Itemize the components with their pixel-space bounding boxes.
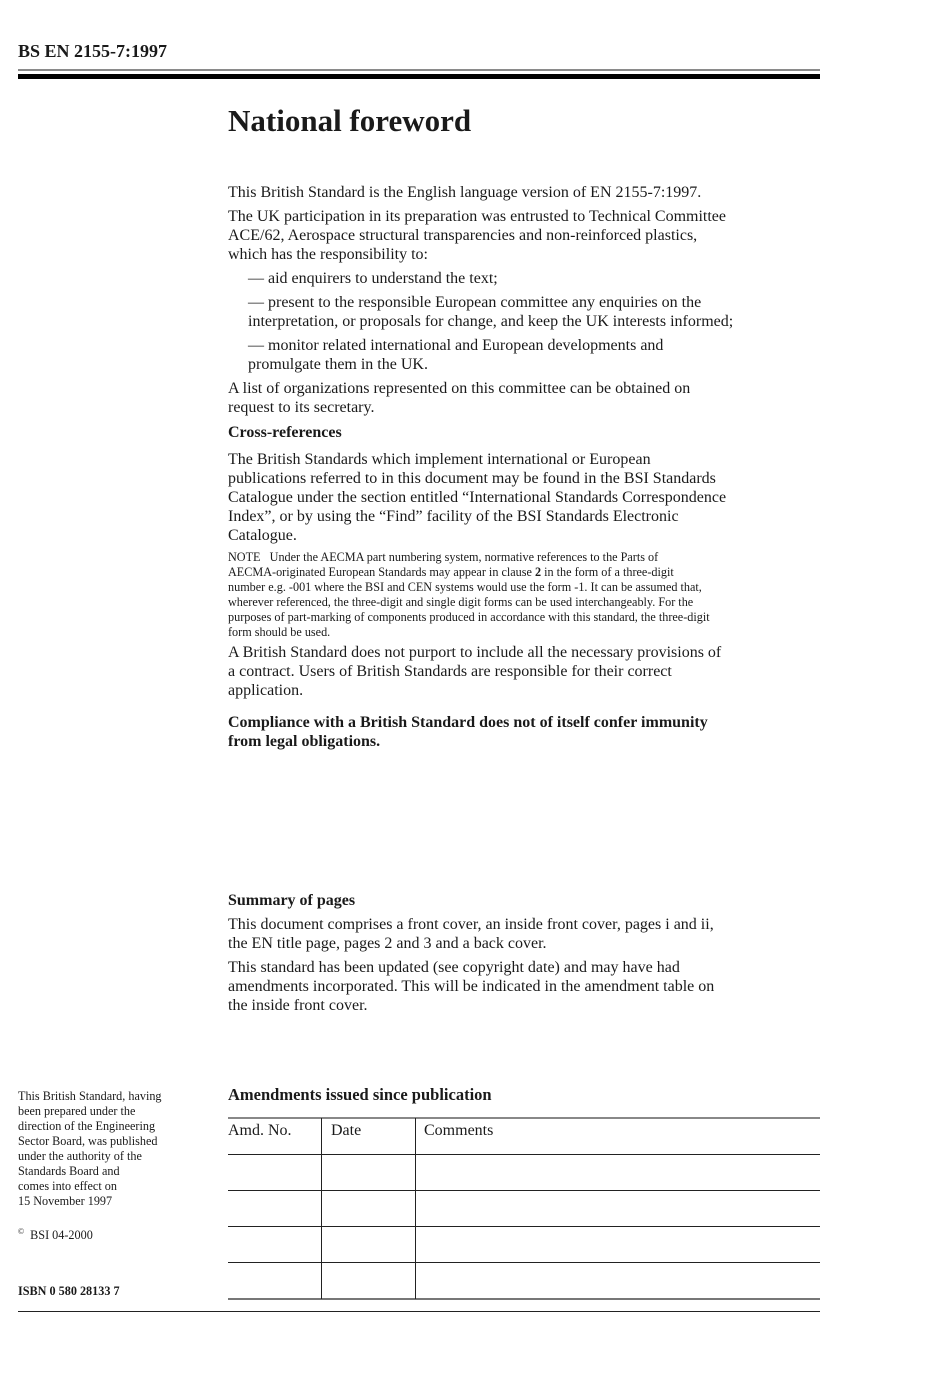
column-divider bbox=[321, 1118, 322, 1299]
paragraph-compliance: Compliance with a British Standard does not of itself confer immunity from legal obligations. bbox=[228, 714, 708, 750]
heading-summary-of-pages: Summary of pages bbox=[228, 892, 356, 909]
note-text: in the form of a three-digit number e.g. -001 where the BSI and CEN systems would use the form -1. It can be assumed that, wherever referenced, the three-digit and single digit forms can be used interchangeably. For the purposes of part-marking of components produced in accordance with this standard, the three-digit form should be used. bbox=[228, 565, 710, 639]
paragraph-intro: This British Standard is the English language version of EN 2155-7:1997. bbox=[228, 184, 702, 201]
paragraph-committee: A list of organizations represented on this committee can be obtained on request to its secretary. bbox=[228, 380, 691, 416]
paragraph-participation: The UK participation in its preparation was entrusted to Technical Committee ACE/62, Aerospace structural transparencies and non-reinforced plastics, which has the responsibility to: bbox=[228, 208, 726, 263]
list-item: — aid enquirers to understand the text; bbox=[248, 270, 498, 287]
list-item: — monitor related international and European developments and promulgate them in the UK. bbox=[248, 337, 664, 373]
column-divider bbox=[415, 1118, 416, 1299]
column-header-amd-no: Amd. No. bbox=[228, 1122, 292, 1139]
paragraph-updated: This standard has been updated (see copyright date) and may have had amendments incorporated. This will be indicated in the amendment table on the inside front cover. bbox=[228, 959, 715, 1014]
document-id: BS EN 2155-7:1997 bbox=[18, 41, 168, 61]
list-item: — present to the responsible European committee any enquiries on the interpretation, or proposals for change, and keep the UK interests informed; bbox=[248, 294, 734, 330]
table-row bbox=[228, 1226, 820, 1227]
isbn: ISBN 0 580 28133 7 bbox=[18, 1284, 120, 1298]
table-row bbox=[228, 1154, 820, 1155]
paragraph-provisions: A British Standard does not purport to include all the necessary provisions of a contract. Users of British Standards are responsible for their correct application. bbox=[228, 644, 722, 699]
table-row bbox=[228, 1262, 820, 1263]
paragraph-summary: This document comprises a front cover, an inside front cover, pages i and ii, the EN title page, pages 2 and 3 and a back cover. bbox=[228, 916, 714, 952]
table-rule bbox=[228, 1117, 820, 1119]
copyright-text: BSI 04-2000 bbox=[30, 1228, 93, 1243]
amendments-heading: Amendments issued since publication bbox=[228, 1085, 492, 1104]
paragraph-cross-references: The British Standards which implement international or European publications referred to in this document may be found in the BSI Standards Catalogue under the section entitled “International Standards Correspondence Index”, or by using the “Find” facility of the BSI Standards Electronic Catalogue. bbox=[228, 451, 727, 544]
publication-statement: This British Standard, having been prepared under the direction of the Engineering Sector Board, was published under the authority of the Standards Board and comes into effect on 15 November 1997 bbox=[18, 1089, 162, 1208]
footer-rule bbox=[18, 1311, 820, 1312]
copyright-symbol: © bbox=[18, 1227, 25, 1236]
table-row bbox=[228, 1190, 820, 1191]
note-label: NOTE bbox=[228, 550, 261, 564]
column-header-comments: Comments bbox=[424, 1122, 494, 1139]
note bbox=[228, 550, 828, 640]
note-clause: 2 bbox=[534, 565, 542, 579]
page-title: National foreword bbox=[228, 103, 472, 138]
header-rule-thin bbox=[18, 69, 820, 71]
table-row bbox=[228, 1298, 820, 1300]
column-header-date: Date bbox=[331, 1122, 362, 1139]
note-text: Under the AECMA part numbering system, normative references to the Parts of AECMA-originated European Standards may appear in clause bbox=[228, 550, 659, 579]
copyright bbox=[18, 1224, 218, 1243]
heading-cross-references: Cross-references bbox=[228, 424, 342, 441]
header-rule-thick bbox=[18, 74, 820, 79]
